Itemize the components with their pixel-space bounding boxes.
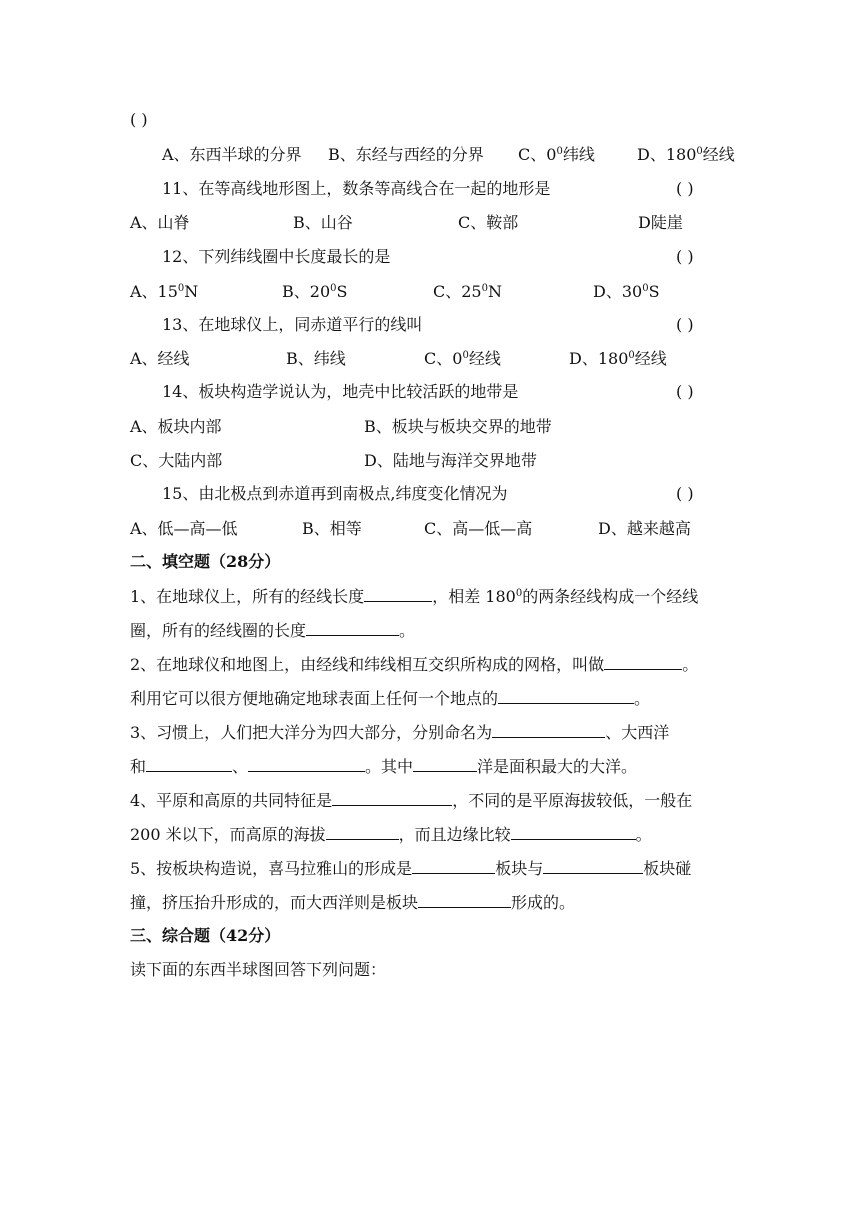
q11-option-b: B、山谷 xyxy=(293,213,353,232)
q10-option-d: D、$180^0$经线 xyxy=(637,145,735,164)
fill4-blank3[interactable] xyxy=(511,823,636,840)
fill2-blank2[interactable] xyxy=(498,687,634,704)
q14-option-b: B、板块与板块交界的地带 xyxy=(364,417,552,436)
fill1-blank1[interactable] xyxy=(364,585,432,602)
fill2-line1: 2、在地球仪和地图上，由经线和纬线相互交织所构成的网格，叫做 。 xyxy=(130,655,699,674)
q13-option-b: B、纬线 xyxy=(286,349,346,368)
q15-option-d: D、越来越高 xyxy=(598,519,691,538)
q10-option-c: C、$0^0$纬线 xyxy=(518,145,595,164)
q12-option-c: C、$25^0N$ xyxy=(433,282,502,301)
q11-option-d: D陡崖 xyxy=(638,213,683,232)
fill5-line1: 5、按板块构造说，喜马拉雅山的形成是 板块与 板块碰 xyxy=(130,859,692,878)
fill3-line1: 3、习惯上，人们把大洋分为四大部分，分别命名为 、大西洋 xyxy=(130,723,670,742)
section3-title: 三、综合题（42分） xyxy=(130,926,281,945)
fill3-blank1[interactable] xyxy=(492,721,605,738)
q15-option-a: A、低—高—低 xyxy=(130,519,238,538)
fill3-blank3[interactable] xyxy=(248,755,365,772)
fill2-line2: 利用它可以很方便地确定地球表面上任何一个地点的 。 xyxy=(130,689,651,708)
q14-answer-paren: ( ) xyxy=(676,382,694,401)
q15-stem: 15、由北极点到赤道再到南极点,纬度变化情况为 xyxy=(162,484,508,503)
section2-title: 二、填空题（28分） xyxy=(130,552,281,571)
q14-stem: 14、板块构造学说认为，地壳中比较活跃的地带是 xyxy=(162,382,519,401)
q13-option-d: D、$180^0$经线 xyxy=(569,349,667,368)
section3-intro: 读下面的东西半球图回答下列问题： xyxy=(130,960,387,979)
fill1-line2: 圈，所有的经线圈的长度 。 xyxy=(130,621,416,640)
fill3-blank4[interactable] xyxy=(413,755,477,772)
q14-option-c: C、大陆内部 xyxy=(130,451,223,470)
q15-option-b: B、相等 xyxy=(302,519,362,538)
q13-option-c: C、$0^0$经线 xyxy=(424,349,501,368)
q15-option-c: C、高—低—高 xyxy=(424,519,533,538)
fill5-blank3[interactable] xyxy=(418,891,511,908)
q13-answer-paren: ( ) xyxy=(676,315,694,334)
q11-answer-paren: ( ) xyxy=(676,179,694,198)
fill3-blank2[interactable] xyxy=(146,755,232,772)
fill2-blank1[interactable] xyxy=(604,653,682,670)
fill4-line1: 4、平原和高原的共同特征是 ，不同的是平原海拔较低，一般在 xyxy=(130,791,693,810)
q15-answer-paren: ( ) xyxy=(676,484,694,503)
q12-answer-paren: ( ) xyxy=(676,247,694,266)
q12-stem: 12、下列纬线圈中长度最长的是 xyxy=(162,247,391,266)
q12-option-d: D、$30^0S$ xyxy=(593,282,660,301)
fill4-blank1[interactable] xyxy=(332,789,452,806)
q12-option-b: B、$20^0S$ xyxy=(282,282,348,301)
q13-stem: 13、在地球仪上，同赤道平行的线叫 xyxy=(162,315,423,334)
fill4-blank2[interactable] xyxy=(326,823,399,840)
q10-option-b: B、东经与西经的分界 xyxy=(328,145,484,164)
fill5-blank1[interactable] xyxy=(412,857,495,874)
q12-option-a: A、$15^0N$ xyxy=(130,282,199,301)
fill5-blank2[interactable] xyxy=(543,857,643,874)
q13-option-a: A、经线 xyxy=(130,349,190,368)
q11-stem: 11、在等高线地形图上，数条等高线合在一起的地形是 xyxy=(162,179,551,198)
q10-answer-paren: ( ) xyxy=(130,110,148,129)
q14-option-d: D、陆地与海洋交界地带 xyxy=(364,451,537,470)
q11-option-c: C、鞍部 xyxy=(458,213,519,232)
fill4-line2: 200 米以下，而高原的海拔 ，而且边缘比较 。 xyxy=(130,825,652,844)
q14-option-a: A、板块内部 xyxy=(130,417,222,436)
q10-option-a: A、东西半球的分界 xyxy=(162,145,302,164)
fill1-line1: 1、在地球仪上，所有的经线长度 ，相差 $180^0$的两条经线构成一个经线 xyxy=(130,587,699,606)
q11-option-a: A、山脊 xyxy=(130,213,190,232)
fill1-blank2[interactable] xyxy=(306,619,399,636)
fill5-line2: 撞，挤压抬升形成的，而大西洋则是板块 形成的。 xyxy=(130,893,576,912)
fill3-line2: 和 、 。其中 洋是面积最大的大洋。 xyxy=(130,757,638,776)
